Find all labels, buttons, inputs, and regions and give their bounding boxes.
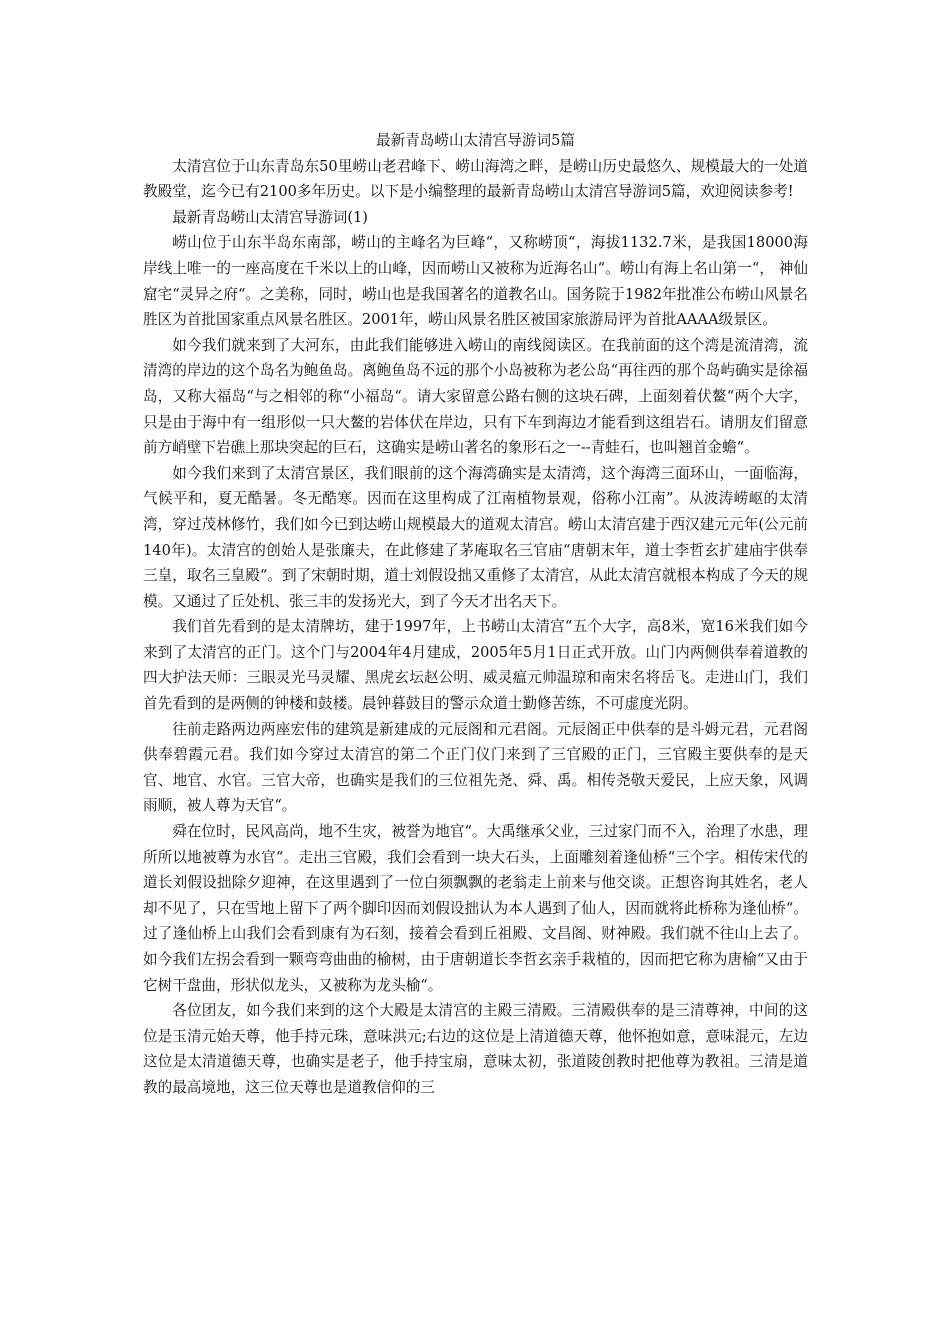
body-paragraph: 如今我们就来到了大河东，由此我们能够进入崂山的南线阅读区。在我前面的这个湾是流清湾，流清湾的岸边的这个岛名为鲍鱼岛。离鲍鱼岛不远的那个小岛被称为老公岛“再往西的那个岛屿确实是徐福岛，又称大福岛“与之相邻的称“小福岛“。请大家留意公路右侧的这块石碑，上面刻着伏鳌“两个大字，只是由于海中有一组形似一只大鳌的岩体伏在岸边，只有下车到海边才能看到这组岩石。请朋友们留意前方峭壁下岩礁上那块突起的巨石，这确实是崂山著名的象形石之一--青蛙石，也叫翘首金蟾“。 (143, 336, 808, 457)
section-heading: 最新青岛崂山太清宫导游词(1) (172, 208, 368, 226)
body-paragraph: 舜在位时，民风高尚，地不生灾，被誉为地官“。大禹继承父业，三过家门而不入，治理了水患，理所所以地被尊为水官“。走出三官殿，我们会看到一块大石头，上面雕刻着逢仙桥“三个字。相传宋代的道长刘假设拙除夕迎神，在这里遇到了一位白须飘飘的老翁走上前来与他交谈。正想咨询其姓名，老人却不见了，只在雪地上留下了两个脚印因而刘假设拙认为本人遇到了仙人，因而就将此桥称为逢仙桥“。过了逢仙桥上山我们会看到康有为石刻，接着会看到丘祖殿、文昌阁、财神殿。我们就不往山上去了。如今我们左拐会看到一颗弯弯曲曲的榆树，由于唐朝道长李哲玄亲手栽植的，因而把它称为唐榆“又由于它树干盘曲，形状似龙头，又被称为龙头榆“。 (143, 823, 808, 994)
body-paragraph: 往前走路两边两座宏伟的建筑是新建成的元辰阁和元君阁。元辰阁正中供奉的是斗姆元君，元君阁供奉碧霞元君。我们如今穿过太清宫的第二个正门仪门来到了三官殿的正门，三官殿主要供奉的是天官、地官、水官。三官大帝，也确实是我们的三位祖先尧、舜、禹。相传尧敬天爱民，上应天象，风调雨顺，被人尊为天官“。 (143, 720, 808, 815)
body-paragraph: 各位团友，如今我们来到的这个大殿是太清宫的主殿三清殿。三清殿供奉的是三清尊神，中间的这位是玉清元始天尊，他手持元珠，意味洪元;右边的这位是上清道德天尊，他怀抱如意，意味混元，左边这位是太清道德天尊，也确实是老子，他手持宝扇，意味太初，张道陵创教时把他尊为教祖。三清是道教的最高境地，这三位天尊也是道教信仰的三 (143, 1002, 808, 1096)
document-title: 最新青岛崂山太清宫导游词5篇 (375, 132, 575, 149)
document-body (143, 128, 808, 1101)
page-bottom-margin (0, 1221, 950, 1344)
body-paragraph: 我们首先看到的是太清牌坊，建于1997年，上书崂山太清宫“五个大字，高8米，宽16米我们如今来到了太清宫的正门。这个门与2004年4月建成，2005年5月1日正式开放。山门内两侧供奉着道教的四大护法天师：三眼灵光马灵耀、黑虎玄坛赵公明、威灵瘟元帅温琼和南宋名将岳飞。走进山门，我们首先看到的是两侧的钟楼和鼓楼。晨钟暮鼓目的警示众道士勤修苦练，不可虚度光阴。 (143, 618, 808, 713)
intro-paragraph: 太清宫位于山东青岛东50里崂山老君峰下、崂山海湾之畔，是崂山历史最悠久、规模最大的一处道教殿堂，迄今已有2100多年历史。以下是小编整理的最新青岛崂山太清宫导游词5篇，欢迎阅读参考! (143, 157, 808, 201)
body-paragraph: 崂山位于山东半岛东南部，崂山的主峰名为巨峰“，又称崂顶“，海拔1132.7米，是我国18000海岸线上唯一的一座高度在千米以上的山峰，因而崂山又被称为近海名山“。崂山有海上名山第一“， 神仙窟宅“灵异之府“。之美称，同时，崂山也是我国著名的道教名山。国务院于1982年批准公布崂山风景名胜区为首批国家重点风景名胜区。2001年，崂山风景名胜区被国家旅游局评为首批AAAA级景区。 (143, 234, 809, 329)
body-paragraph: 如今我们来到了太清宫景区，我们眼前的这个海湾确实是太清湾，这个海湾三面环山，一面临海，气候平和，夏无酷暑。冬无酷寒。因而在这里构成了江南植物景观，俗称小江南”。从波涛崂岖的太清湾，穿过茂林修竹，我们如今已到达崂山规模最大的道观太清宫。崂山太清宫建于西汉建元元年(公元前140年)。太清宫的创始人是张廉夫，在此修建了茅庵取名三官庙“唐朝末年，道士李哲玄扩建庙宇供奉三皇，取名三皇殿“。到了宋朝时期，道士刘假设拙又重修了太清宫，从此太清宫就根本构成了今天的规模。又通过了丘处机、张三丰的发扬光大，到了今天才出名天下。 (143, 464, 808, 610)
